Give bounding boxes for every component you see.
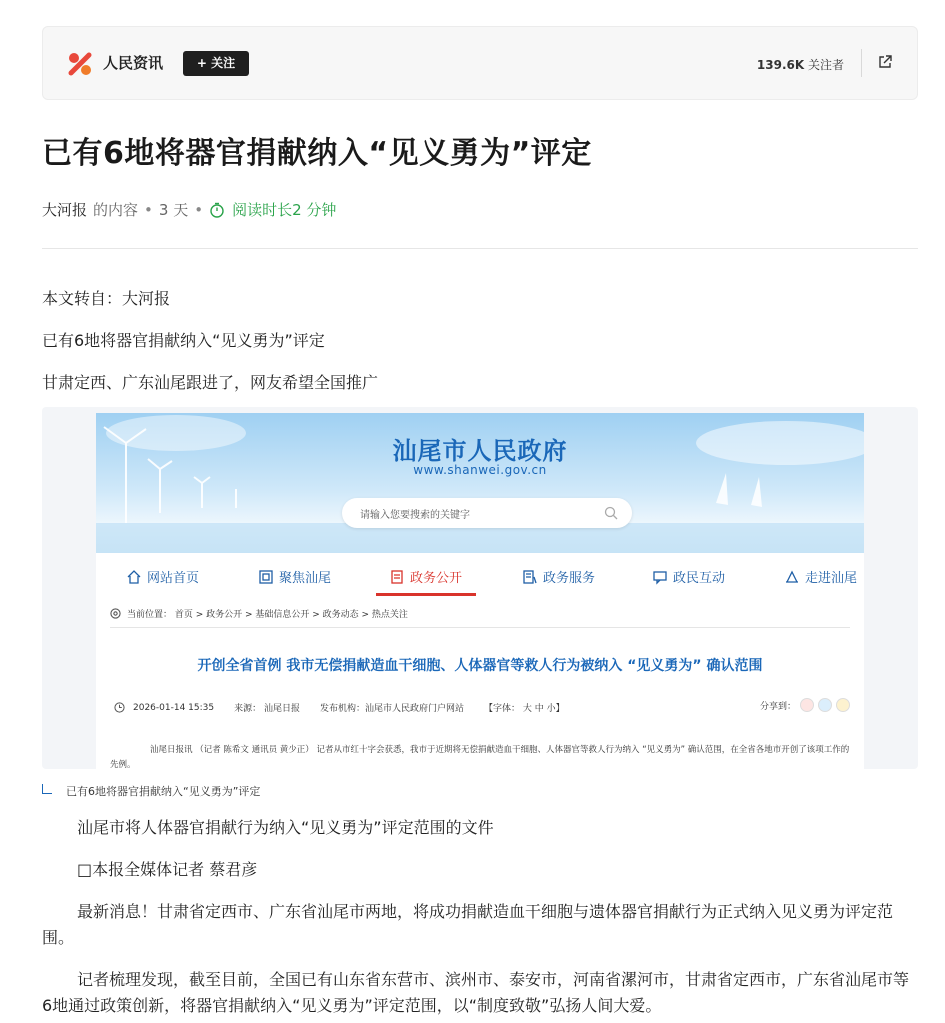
nav-label: 政民互动	[673, 571, 726, 586]
nav-home	[126, 567, 199, 586]
read-time-label: 阅读时长2 分钟	[232, 201, 337, 219]
search-placeholder: 请输入您要搜索的关键字	[360, 510, 470, 521]
meta-separator: •	[144, 200, 153, 219]
monitor-icon	[258, 569, 274, 585]
news-body: 汕尾日报讯 （记者 陈希文 通讯员 黄少正） 记者从市红十字会获悉，我市于近期将无偿捐献造血干细胞、人体器官等救人行为纳入 “见义勇为” 确认范围，在全省各地市开创了该项工作的先例。	[110, 745, 850, 769]
weibo-icon	[800, 698, 814, 712]
nav-focus	[258, 567, 331, 586]
divider	[110, 627, 850, 628]
nav-gov-affairs	[389, 567, 462, 586]
site-breadcrumb	[110, 607, 408, 620]
home-icon	[126, 569, 142, 585]
site-url: www.shanwei.gov.cn	[413, 463, 547, 477]
share-label: 分享到：	[759, 701, 796, 712]
qq-icon	[818, 698, 832, 712]
external-share-icon[interactable]	[877, 54, 893, 70]
site-search-input	[342, 498, 632, 528]
paragraph: 汕尾市将人体器官捐献行为纳入“见义勇为”评定范围的文件	[77, 818, 494, 837]
active-nav-indicator	[376, 593, 476, 596]
article-meta	[42, 199, 336, 220]
site-nav	[96, 553, 864, 595]
paragraph: □本报全媒体记者 蔡君彦	[77, 860, 258, 879]
brand-name[interactable]: 人民资讯	[103, 54, 164, 72]
news-meta	[114, 701, 585, 714]
qzone-icon	[836, 698, 850, 712]
follow-button[interactable]: + 关注	[183, 51, 249, 76]
source-link[interactable]: 大河报	[42, 201, 88, 219]
landmark-icon	[784, 569, 800, 585]
paragraph: 记者梳理发现，截至目前，全国已有山东省东营市、滨州市、泰安市，河南省漯河市，甘肃省定西市，广东省汕尾市等6地通过政策创新，将器官捐献纳入“见义勇为”评定范围，以“制度致敬”弘扬人间大爱。	[42, 970, 910, 1015]
article-age: 3 天	[158, 201, 189, 219]
paragraph: 已有6地将器官捐献纳入“见义勇为”评定	[42, 331, 325, 350]
section-divider	[42, 248, 918, 249]
news-date: 2026-01-14 15:35	[133, 702, 215, 713]
news-title: 开创全省首例 我市无偿捐献造血干细胞、人体器官等救人行为被纳入 “见义勇为” 确认范围	[197, 658, 763, 674]
caption-text: 已有6地将器官捐献纳入“见义勇为”评定	[66, 785, 261, 798]
site-banner	[96, 413, 864, 553]
paragraph: 本文转自：大河报	[42, 289, 171, 308]
followers-count	[757, 56, 844, 73]
nav-label: 聚焦汕尾	[279, 571, 332, 586]
gov-site-screenshot	[96, 413, 864, 769]
service-icon	[522, 569, 538, 585]
article-title: 已有6地将器官捐献纳入“见义勇为”评定	[42, 136, 592, 171]
followers-label: 关注者	[807, 58, 844, 72]
nav-label: 走进汕尾	[805, 571, 858, 586]
breadcrumb-text: 当前位置： 首页 > 政务公开 > 基础信息公开 > 政务动态 > 热点关注	[127, 610, 408, 620]
nav-label: 网站首页	[147, 571, 200, 586]
location-pin-icon	[110, 608, 121, 619]
news-source: 来源： 汕尾日报	[234, 704, 300, 714]
followers-number: 139.6K	[756, 58, 805, 72]
font-size-options: 【字体： 大 中 小】	[484, 704, 565, 714]
nav-about	[784, 567, 857, 586]
chat-icon	[652, 569, 668, 585]
nav-label: 政务服务	[543, 571, 596, 586]
paragraph: 最新消息！甘肃省定西市、广东省汕尾市两地，将成功捐献造血干细胞与遗体器官捐献行为正式纳入见义勇为评定范围。	[42, 902, 894, 947]
search-icon	[604, 506, 618, 520]
nav-services	[522, 567, 595, 586]
site-name: 汕尾市人民政府	[392, 437, 568, 465]
divider	[861, 49, 862, 77]
news-publisher: 发布机构：汕尾市人民政府门户网站	[319, 704, 464, 714]
nav-label: 政务公开	[410, 571, 463, 586]
account-bar	[42, 26, 918, 100]
image-caption	[42, 783, 260, 799]
source-suffix: 的内容	[93, 201, 139, 219]
news-share	[760, 698, 850, 712]
document-icon	[389, 569, 405, 585]
meta-separator: •	[194, 200, 204, 219]
read-time	[209, 199, 336, 220]
renmin-logo-icon	[67, 51, 93, 77]
clock-icon	[114, 702, 125, 713]
nav-interaction	[652, 567, 725, 586]
stopwatch-icon	[209, 202, 225, 218]
article-image[interactable]	[42, 407, 918, 769]
paragraph: 甘肃定西、广东汕尾跟进了，网友希望全国推广	[42, 373, 379, 392]
caption-corner-icon	[42, 784, 52, 794]
